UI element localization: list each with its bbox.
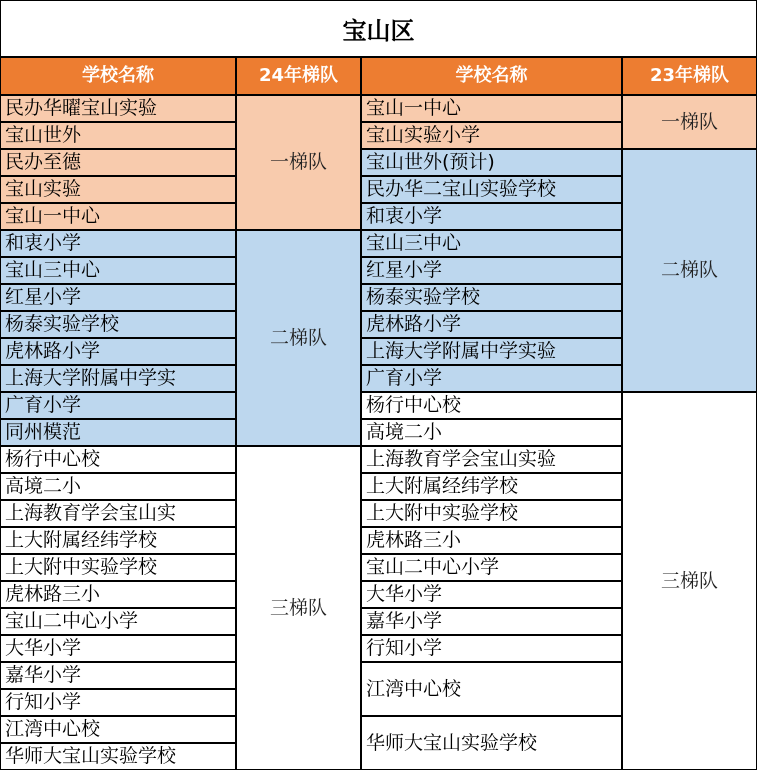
left-school-cell: 同州模范: [0, 419, 236, 446]
left-school-cell: 广育小学: [0, 392, 236, 419]
right-name-header: 学校名称: [361, 57, 622, 95]
left-tier-header: 24年梯队: [236, 57, 361, 95]
left-school-cell: 宝山一中心: [0, 203, 236, 230]
left-name-header: 学校名称: [0, 57, 236, 95]
left-school-cell: 华师大宝山实验学校: [0, 743, 236, 770]
right-tier-header: 23年梯队: [622, 57, 757, 95]
left-school-cell: 红星小学: [0, 284, 236, 311]
left-school-cell: 宝山实验: [0, 176, 236, 203]
left-school-cell: 宝山世外: [0, 122, 236, 149]
right-school-cell: 虎林路三小: [361, 527, 622, 554]
right-school-cell: 行知小学: [361, 635, 622, 662]
right-school-cell: 大华小学: [361, 581, 622, 608]
right-school-cell: 宝山三中心: [361, 230, 622, 257]
right-school-cell: 上海教育学会宝山实验: [361, 446, 622, 473]
left-school-cell: 杨行中心校: [0, 446, 236, 473]
left-school-cell: 上海教育学会宝山实: [0, 500, 236, 527]
right-school-cell: 广育小学: [361, 365, 622, 392]
page-title: 宝山区: [0, 0, 757, 57]
left-school-cell: 民办至德: [0, 149, 236, 176]
left-school-cell: 宝山二中心小学: [0, 608, 236, 635]
right-school-cell: 红星小学: [361, 257, 622, 284]
right-school-cell: 宝山实验小学: [361, 122, 622, 149]
right-school-cell: 杨行中心校: [361, 392, 622, 419]
left-school-cell: 行知小学: [0, 689, 236, 716]
left-tier-label: 一梯队: [236, 95, 361, 230]
left-school-cell: 上大附属经纬学校: [0, 527, 236, 554]
left-school-cell: 嘉华小学: [0, 662, 236, 689]
right-school-cell: 民办华二宝山实验学校: [361, 176, 622, 203]
right-tier-label: 二梯队: [622, 149, 757, 392]
left-school-cell: 上大附中实验学校: [0, 554, 236, 581]
left-school-cell: 民办华曜宝山实验: [0, 95, 236, 122]
left-tier-label: 二梯队: [236, 230, 361, 446]
left-school-cell: 高境二小: [0, 473, 236, 500]
left-school-cell: 和衷小学: [0, 230, 236, 257]
left-school-cell: 上海大学附属中学实: [0, 365, 236, 392]
right-school-cell: 宝山一中心: [361, 95, 622, 122]
left-school-cell: 大华小学: [0, 635, 236, 662]
right-school-cell: 华师大宝山实验学校: [361, 716, 622, 770]
right-school-cell: 和衷小学: [361, 203, 622, 230]
right-school-cell: 嘉华小学: [361, 608, 622, 635]
right-school-cell: 上大附属经纬学校: [361, 473, 622, 500]
left-school-cell: 虎林路三小: [0, 581, 236, 608]
right-tier-label: 三梯队: [622, 392, 757, 770]
right-school-cell: 江湾中心校: [361, 662, 622, 716]
left-school-cell: 江湾中心校: [0, 716, 236, 743]
left-school-cell: 宝山三中心: [0, 257, 236, 284]
left-school-cell: 虎林路小学: [0, 338, 236, 365]
right-school-cell: 虎林路小学: [361, 311, 622, 338]
right-school-cell: 宝山二中心小学: [361, 554, 622, 581]
right-school-cell: 宝山世外(预计): [361, 149, 622, 176]
right-school-cell: 高境二小: [361, 419, 622, 446]
right-school-cell: 上海大学附属中学实验: [361, 338, 622, 365]
right-tier-label: 一梯队: [622, 95, 757, 149]
left-tier-label: 三梯队: [236, 446, 361, 770]
left-school-cell: 杨泰实验学校: [0, 311, 236, 338]
right-school-cell: 上大附中实验学校: [361, 500, 622, 527]
right-school-cell: 杨泰实验学校: [361, 284, 622, 311]
